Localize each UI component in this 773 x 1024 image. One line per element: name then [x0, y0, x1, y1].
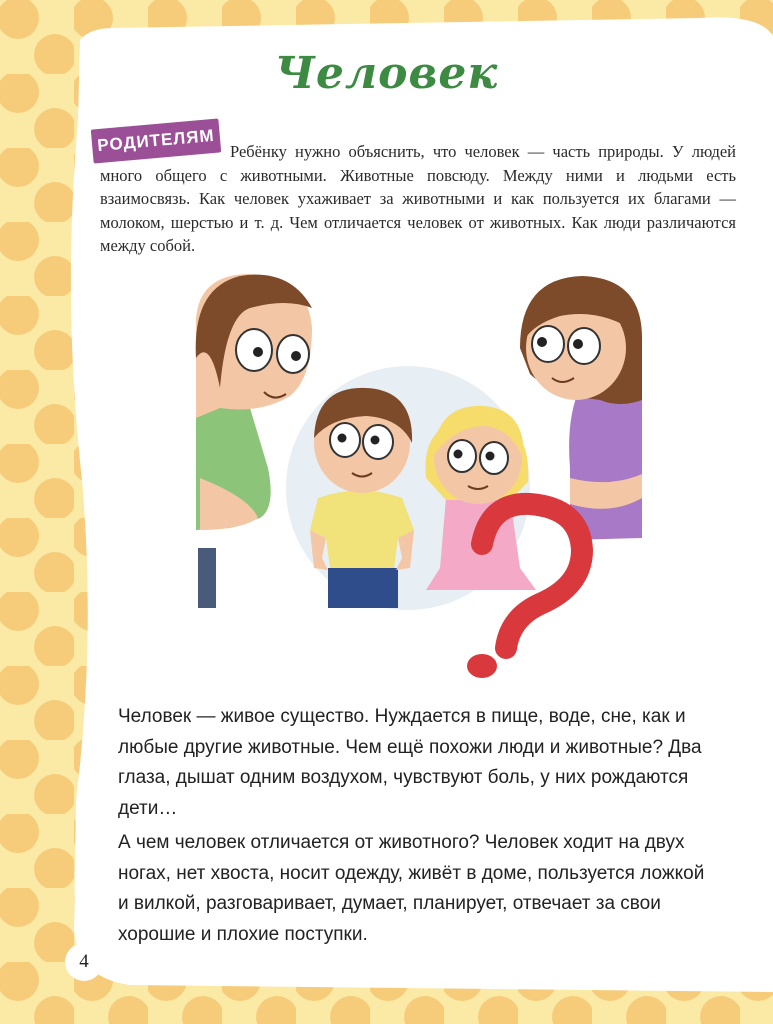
paragraph-similarities: Человек — живое существо. Нуждается в пище, воде, сне, как и любые другие животные. Чем ещё похожи люди и животные? Два глаза, дышат одним воздухом, чувствуют боль, у них рождаются дети…	[118, 706, 702, 819]
parents-badge: РОДИТЕЛЯМ	[91, 118, 221, 163]
page-title: Человек	[274, 48, 499, 99]
question-mark-icon	[467, 504, 582, 678]
father-figure	[196, 274, 312, 608]
family-illustration	[190, 268, 650, 688]
paragraph-differences: А чем человек отличается от животного? Человек ходит на двух ногах, нет хвоста, носит одежду, живёт в доме, пользуется ложкой и вилкой, разговаривает, думает, планирует, отвечает за свои хорошие и плохие поступки.	[118, 832, 705, 945]
page-number: 4	[65, 943, 103, 981]
parents-note: Ребёнку нужно объяснить, что человек — часть природы. У людей много общего с животными. Животные повсюду. Между ними и людьми есть взаимосвязь. Как человек ухаживает за животными и как пользуется их благами — молоком, шерстью и т. д. Чем отличается человек от животных. Как люди различаются между собой.	[100, 142, 736, 256]
